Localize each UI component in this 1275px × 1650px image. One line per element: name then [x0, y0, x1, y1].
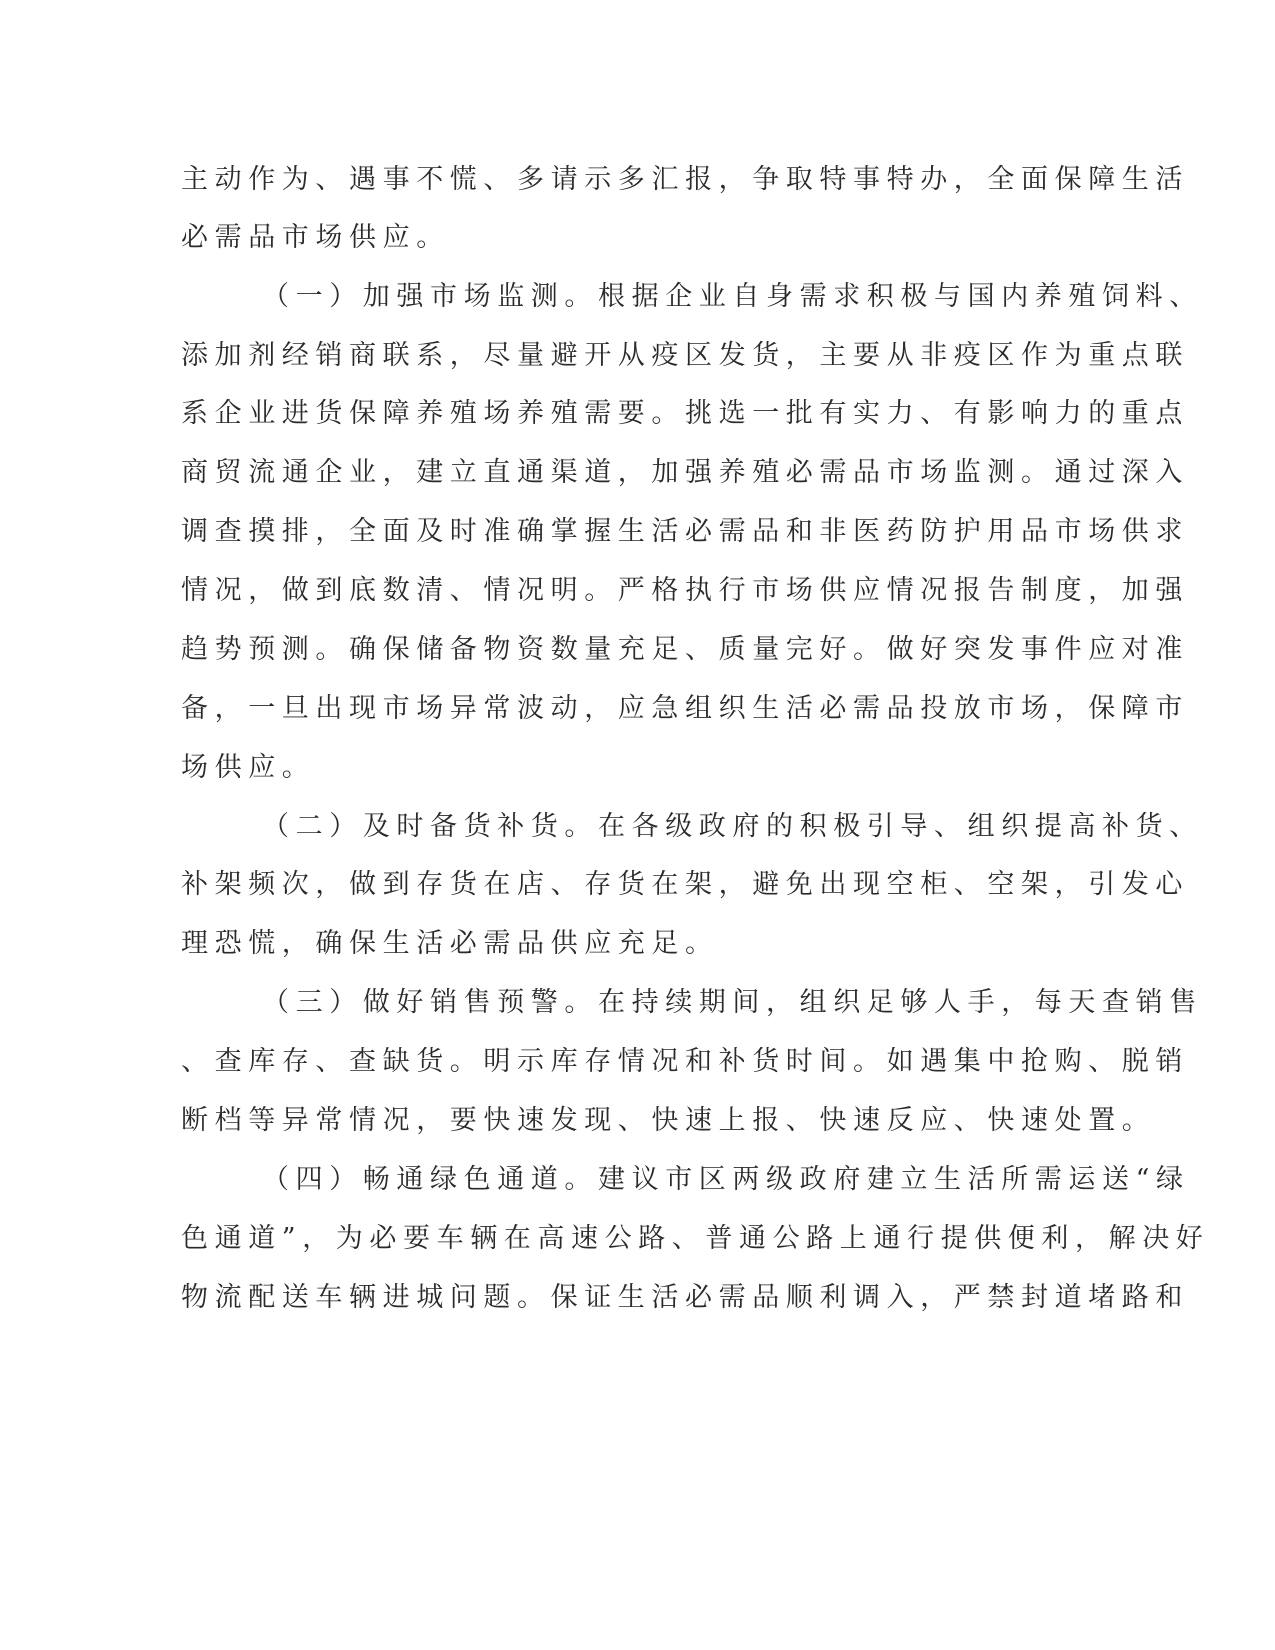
- text-line: 理恐慌，确保生活必需品供应充足。: [181, 928, 719, 959]
- text-line: 场供应。: [181, 752, 316, 783]
- text-line: 商贸流通企业，建立直通渠道，加强养殖必需品市场监测。通过深入: [181, 457, 1189, 488]
- paragraph-3-first-line: （三）做好销售预警。在持续期间，组织足够人手，每天查销售: [262, 987, 1203, 1018]
- text-line: 调查摸排，全面及时准确掌握生活必需品和非医药防护用品市场供求: [181, 516, 1189, 547]
- text-line: 主动作为、遇事不慌、多请示多汇报，争取特事特办，全面保障生活: [181, 164, 1189, 195]
- text-line: 补架频次，做到存货在店、存货在架，避免出现空柜、空架，引发心: [181, 869, 1189, 900]
- text-line: 系企业进货保障养殖场养殖需要。挑选一批有实力、有影响力的重点: [181, 398, 1189, 429]
- text-line: 物流配送车辆进城问题。保证生活必需品顺利调入，严禁封道堵路和: [181, 1282, 1189, 1313]
- text-line: 情况，做到底数清、情况明。严格执行市场供应情况报告制度，加强: [181, 575, 1189, 606]
- text-line: 断档等异常情况，要快速发现、快速上报、快速反应、快速处置。: [181, 1105, 1156, 1136]
- text-line: 必需品市场供应。: [181, 222, 450, 253]
- text-line: 备，一旦出现市场异常波动，应急组织生活必需品投放市场，保障市: [181, 693, 1189, 724]
- paragraph-4-first-line: （四）畅通绿色通道。建议市区两级政府建立生活所需运送“绿: [262, 1164, 1190, 1195]
- text-line: 色通道”，为必要车辆在高速公路、普通公路上通行提供便利，解决好: [181, 1223, 1210, 1254]
- text-line: 添加剂经销商联系，尽量避开从疫区发货，主要从非疫区作为重点联: [181, 340, 1189, 371]
- paragraph-1-first-line: （一）加强市场监测。根据企业自身需求积极与国内养殖饲料、: [262, 281, 1203, 312]
- text-line: 、查库存、查缺货。明示库存情况和补货时间。如遇集中抢购、脱销: [181, 1046, 1189, 1077]
- text-line: 趋势预测。确保储备物资数量充足、质量完好。做好突发事件应对准: [181, 634, 1189, 665]
- paragraph-2-first-line: （二）及时备货补货。在各级政府的积极引导、组织提高补货、: [262, 811, 1203, 842]
